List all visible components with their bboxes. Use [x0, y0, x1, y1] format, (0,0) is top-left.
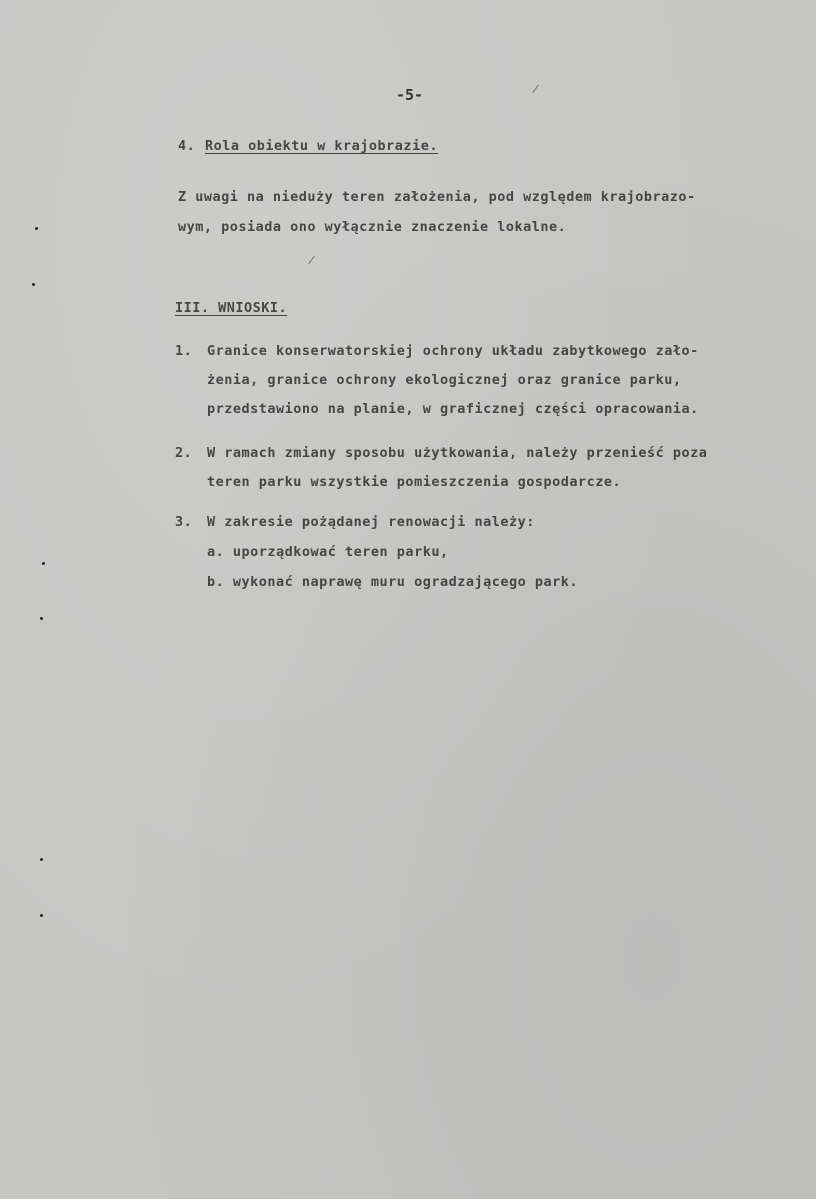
- scan-speck: [32, 283, 35, 286]
- pencil-mark: [308, 256, 315, 265]
- item-1-line-2: żenia, granice ochrony ekologicznej oraz granice parku,: [207, 372, 682, 388]
- item-3-subitem-a: a. uporządkować teren parku,: [207, 544, 449, 560]
- scan-speck: [35, 227, 38, 230]
- item-3-number: 3.: [175, 514, 193, 530]
- scan-speck: [40, 858, 43, 861]
- scan-speck: [40, 617, 43, 620]
- item-1-number: 1.: [175, 343, 193, 359]
- item-2-number: 2.: [175, 445, 193, 461]
- section-4-line-2: wym, posiada ono wyłącznie znaczenie lokalne.: [178, 219, 567, 235]
- section-4-number: 4.: [178, 138, 196, 154]
- section-3-heading: III. WNIOSKI.: [175, 300, 288, 316]
- item-2-line-2: teren parku wszystkie pomieszczenia gospodarcze.: [207, 474, 622, 490]
- item-2-line-1: W ramach zmiany sposobu użytkowania, należy przenieść poza: [207, 445, 708, 461]
- section-4-title: Rola obiektu w krajobrazie.: [205, 138, 438, 154]
- item-3-subitem-b: b. wykonać naprawę muru ogradzającego park.: [207, 574, 578, 590]
- section-4-line-1: Z uwagi na nieduży teren założenia, pod względem krajobrazo-: [178, 189, 696, 205]
- page-number: -5-: [396, 86, 424, 104]
- scan-speck: [40, 914, 43, 917]
- item-1-line-3: przedstawiono na planie, w graficznej części opracowania.: [207, 401, 699, 417]
- scan-speck: [42, 562, 45, 565]
- item-3-line-1: W zakresie pożądanej renowacji należy:: [207, 514, 535, 530]
- pencil-mark: [532, 85, 539, 94]
- item-1-line-1: Granice konserwatorskiej ochrony układu zabytkowego zało-: [207, 343, 699, 359]
